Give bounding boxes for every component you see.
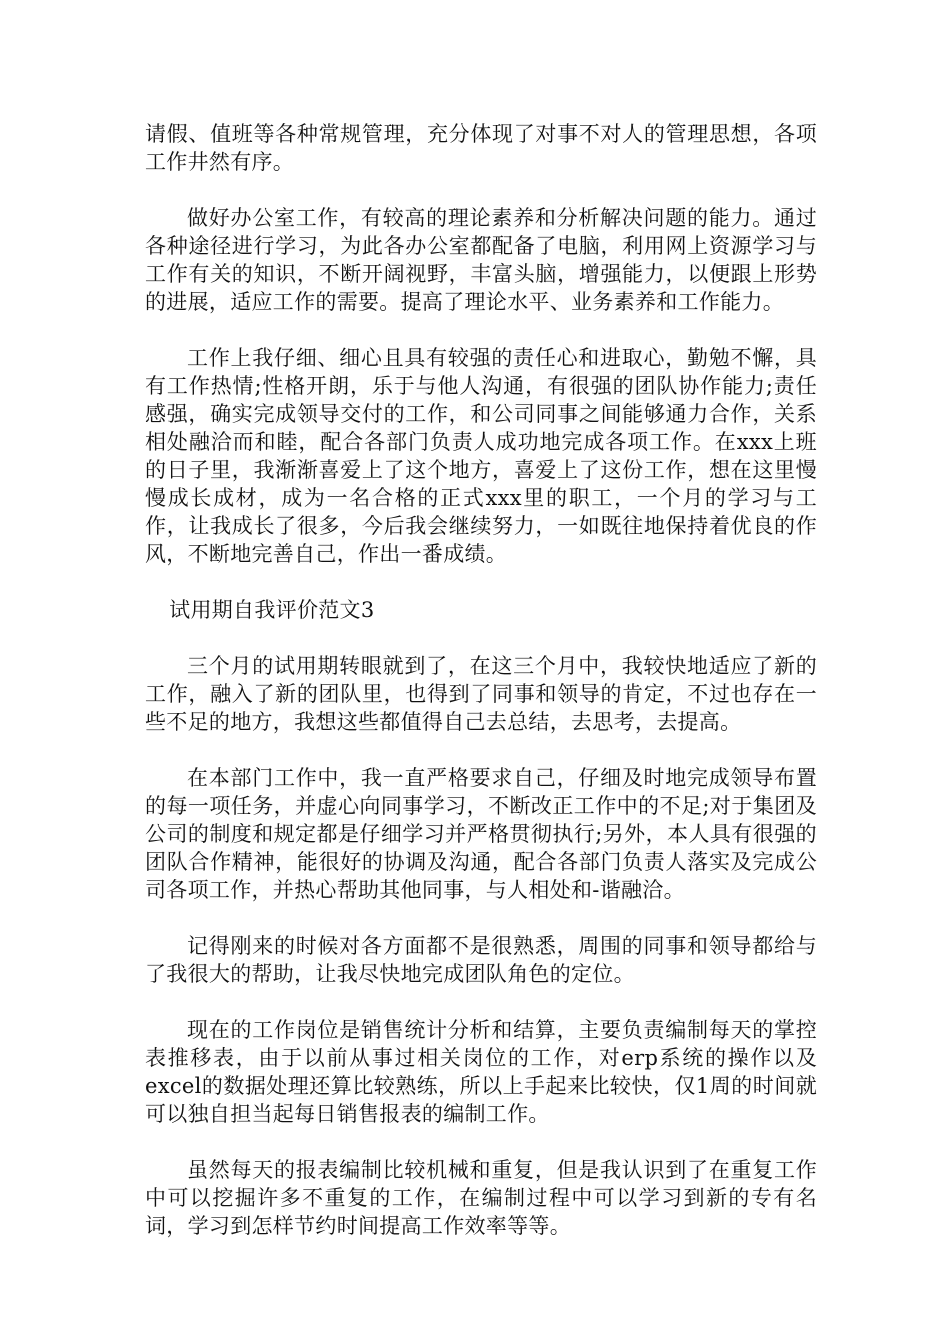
section-heading: 试用期自我评价范文3 [169, 598, 375, 622]
paragraph-report-work: 虽然每天的报表编制比较机械和重复，但是我认识到了在重复工作中可以挖掘许多不重复的工作，在编制过程中可以学习到新的专有名词，学习到怎样节约时间提高工作效率等等。 [145, 1158, 817, 1238]
paragraph-probation-intro: 三个月的试用期转眼就到了，在这三个月中，我较快地适应了新的工作，融入了新的团队里，也得到了同事和领导的肯定，不过也存在一些不足的地方，我想这些都值得自己去总结，去思考，去提高。 [145, 654, 817, 734]
paragraph-office-work: 做好办公室工作，有较高的理论素养和分析解决问题的能力。通过各种途径进行学习，为此各办公室都配备了电脑，利用网上资源学习与工作有关的知识，不断开阔视野，丰富头脑，增强能力，以便跟上形势的进展，适应工作的需要。提高了理论水平、业务素养和工作能力。 [145, 206, 817, 314]
paragraph-continued: 请假、值班等各种常规管理，充分体现了对事不对人的管理思想，各项工作井然有序。 [145, 122, 817, 174]
paragraph-department-work: 在本部门工作中，我一直严格要求自己，仔细及时地完成领导布置的每一项任务，并虚心向同事学习，不断改正工作中的不足;对于集团及公司的制度和规定都是仔细学习并严格贯彻执行;另外，本人具有很强的团队合作精神，能很好的协调及沟通，配合各部门负责人落实及完成公司各项工作，并热心帮助其他同事，与人相处和-谐融洽。 [145, 766, 817, 902]
document-body [145, 120, 817, 1268]
paragraph-colleague-help: 记得刚来的时候对各方面都不是很熟悉，周围的同事和领导都给与了我很大的帮助，让我尽快地完成团队角色的定位。 [145, 934, 817, 986]
paragraph-work-attitude: 工作上我仔细、细心且具有较强的责任心和进取心，勤勉不懈，具有工作热情;性格开朗，乐于与他人沟通，有很强的团队协作能力;责任感强，确实完成领导交付的工作，和公司同事之间能够通力合作，关系相处融洽而和睦，配合各部门负责人成功地完成各项工作。在xxx上班的日子里，我渐渐喜爱上了这个地方，喜爱上了这份工作，想在这里慢慢成长成材，成为一名合格的正式xxx里的职工，一个月的学习与工作，让我成长了很多，今后我会继续努力，一如既往地保持着优良的作风，不断地完善自己，作出一番成绩。 [145, 346, 817, 566]
paragraph-current-position: 现在的工作岗位是销售统计分析和结算，主要负责编制每天的掌控表推移表，由于以前从事过相关岗位的工作，对erp系统的操作以及excel的数据处理还算比较熟练，所以上手起来比较快，仅1周的时间就可以独自担当起每日销售报表的编制工作。 [145, 1018, 817, 1126]
